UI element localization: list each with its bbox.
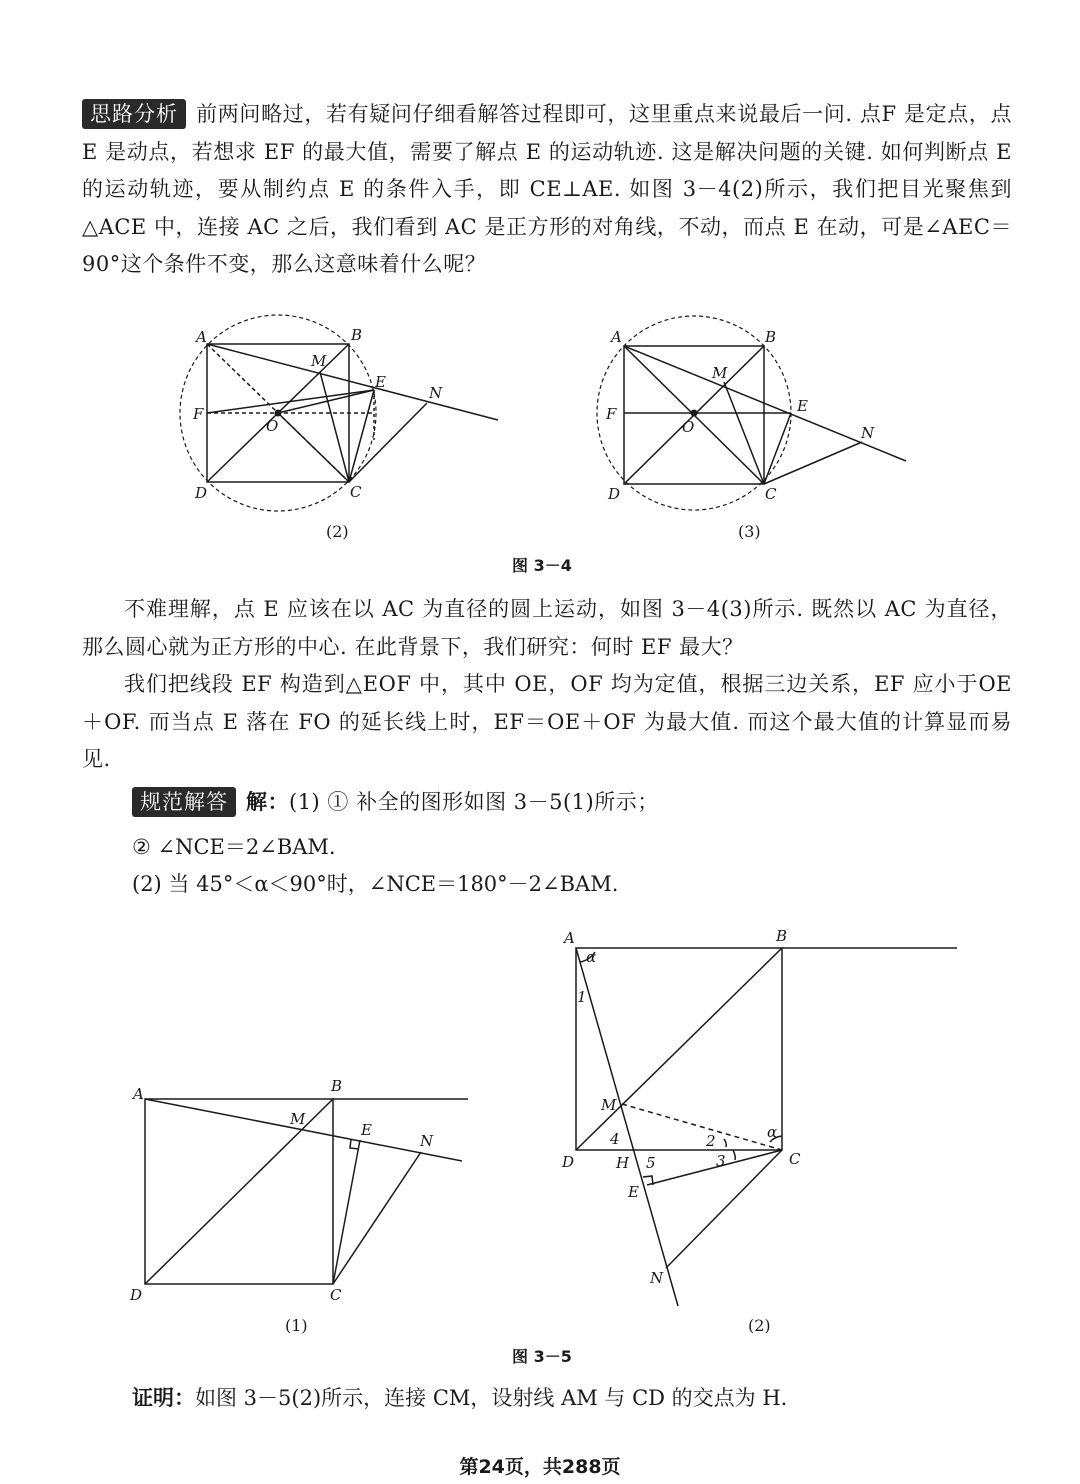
solution-line1-text: (1) ① 补全的图形如图 3－5(1)所示； xyxy=(289,790,659,814)
fig34-3-label-N: N xyxy=(861,424,875,442)
solution-line-3: (2) 当 45°＜α＜90°时，∠NCE＝180°－2∠BAM. xyxy=(132,872,619,896)
fig35-2-label-D: D xyxy=(562,1153,575,1171)
fig35-1-label-M: M xyxy=(290,1110,306,1128)
fig34-3-label-C: C xyxy=(765,485,777,503)
fig35-2-label-N: N xyxy=(650,1269,664,1287)
fig35-2-label-alpha-a: α xyxy=(586,948,597,966)
fig35-2-label-5: 5 xyxy=(646,1154,656,1172)
solution-line-2: ② ∠NCE＝2∠BAM. xyxy=(132,835,336,859)
solution-tag: 规范解答 xyxy=(132,787,236,817)
fig34-3-label-A: A xyxy=(611,328,622,346)
figure-3-5-1 xyxy=(130,1077,470,1305)
fig35-2-label-3: 3 xyxy=(716,1152,726,1170)
fig34-2-label-E: E xyxy=(375,373,386,391)
fig34-2-label-N: N xyxy=(429,384,443,402)
fig35-2-label-A: A xyxy=(564,929,575,947)
figure-3-4-sub2: (2) xyxy=(326,522,349,541)
proof-line xyxy=(132,1380,787,1418)
analysis-text: 前两问略过，若有疑问仔细看解答过程即可，这里重点来说最后一问. 点F 是定点，点 E 是动点，若想求 EF 的最大值，需要了解点 E 的运动轨迹. 这是解决问题的关键. 如何判断点 E 的运动轨迹，要从制约点 E 的条件入手，即 CE⊥AE. 如图 3－4(2)所示，我们把目光聚焦到△ACE 中，连接 AC 之后，我们看到 AC 是正方形的对角线，不动，而点 E 在动，可是∠AEC＝90°这个条件不变，那么这意味着什么呢？ xyxy=(82,102,1012,276)
fig34-3-label-O: O xyxy=(682,418,695,436)
fig34-3-label-M: M xyxy=(712,364,728,382)
fig34-2-label-B: B xyxy=(351,326,363,344)
fig35-2-label-H: H xyxy=(616,1154,630,1172)
fig34-2-label-F: F xyxy=(193,405,204,423)
fig34-3-label-D: D xyxy=(608,485,621,503)
figure-3-5-2 xyxy=(560,925,960,1310)
solution-lead: 解： xyxy=(246,790,289,814)
fig34-3-label-E: E xyxy=(797,397,808,415)
figure-3-4-2 xyxy=(170,318,510,518)
figure-3-5-sub2: (2) xyxy=(748,1316,771,1335)
fig35-2-label-B: B xyxy=(776,927,788,945)
analysis-paragraph xyxy=(82,96,1012,284)
fig35-1-label-C: C xyxy=(330,1286,342,1304)
fig35-2-label-1: 1 xyxy=(577,988,587,1006)
figure-3-5-caption: 图 3－5 xyxy=(512,1347,572,1366)
fig35-2-label-M: M xyxy=(601,1096,617,1114)
fig35-2-label-E: E xyxy=(628,1183,639,1201)
fig34-2-label-A: A xyxy=(196,328,207,346)
fig35-1-label-B: B xyxy=(331,1077,343,1095)
fig35-2-label-alpha-c: α xyxy=(767,1123,778,1141)
figure-3-4-caption: 图 3－4 xyxy=(512,556,572,575)
fig34-2-label-C: C xyxy=(350,483,362,501)
fig35-2-label-C: C xyxy=(789,1150,801,1168)
paragraph-triangle: 我们把线段 EF 构造到△EOF 中，其中 OE，OF 均为定值，根据三边关系，EF 应小于OE＋OF. 而当点 E 落在 FO 的延长线上时，EF＝OE＋OF 为最大值. 而这个最大值的计算显而易见. xyxy=(82,672,1012,771)
fig35-1-label-E: E xyxy=(361,1121,372,1139)
fig34-2-label-O: O xyxy=(266,417,279,435)
analysis-tag: 思路分析 xyxy=(82,99,186,129)
proof-text: 如图 3－5(2)所示，连接 CM，设射线 AM 与 CD 的交点为 H. xyxy=(195,1386,788,1410)
figure-3-4-sub3: (3) xyxy=(738,522,761,541)
fig35-1-label-D: D xyxy=(130,1286,143,1304)
figure-3-4-3 xyxy=(590,318,910,518)
fig35-1-label-N: N xyxy=(420,1132,434,1150)
fig34-3-label-F: F xyxy=(606,405,617,423)
fig35-2-label-4: 4 xyxy=(610,1130,620,1148)
solution-line-1 xyxy=(132,784,1012,822)
fig35-2-label-2: 2 xyxy=(706,1132,716,1150)
fig34-3-label-B: B xyxy=(765,328,777,346)
proof-lead: 证明： xyxy=(132,1386,195,1410)
page-footer: 第24页，共288页 xyxy=(459,1456,621,1478)
fig34-2-label-D: D xyxy=(195,484,208,502)
paragraph-circle: 不难理解，点 E 应该在以 AC 为直径的圆上运动，如图 3－4(3)所示. 既然以 AC 为直径，那么圆心就为正方形的中心. 在此背景下，我们研究：何时 EF 最大？ xyxy=(82,597,1012,659)
fig35-1-label-A: A xyxy=(133,1085,144,1103)
fig34-2-label-M: M xyxy=(311,352,327,370)
figure-3-5-sub1: (1) xyxy=(285,1316,308,1335)
